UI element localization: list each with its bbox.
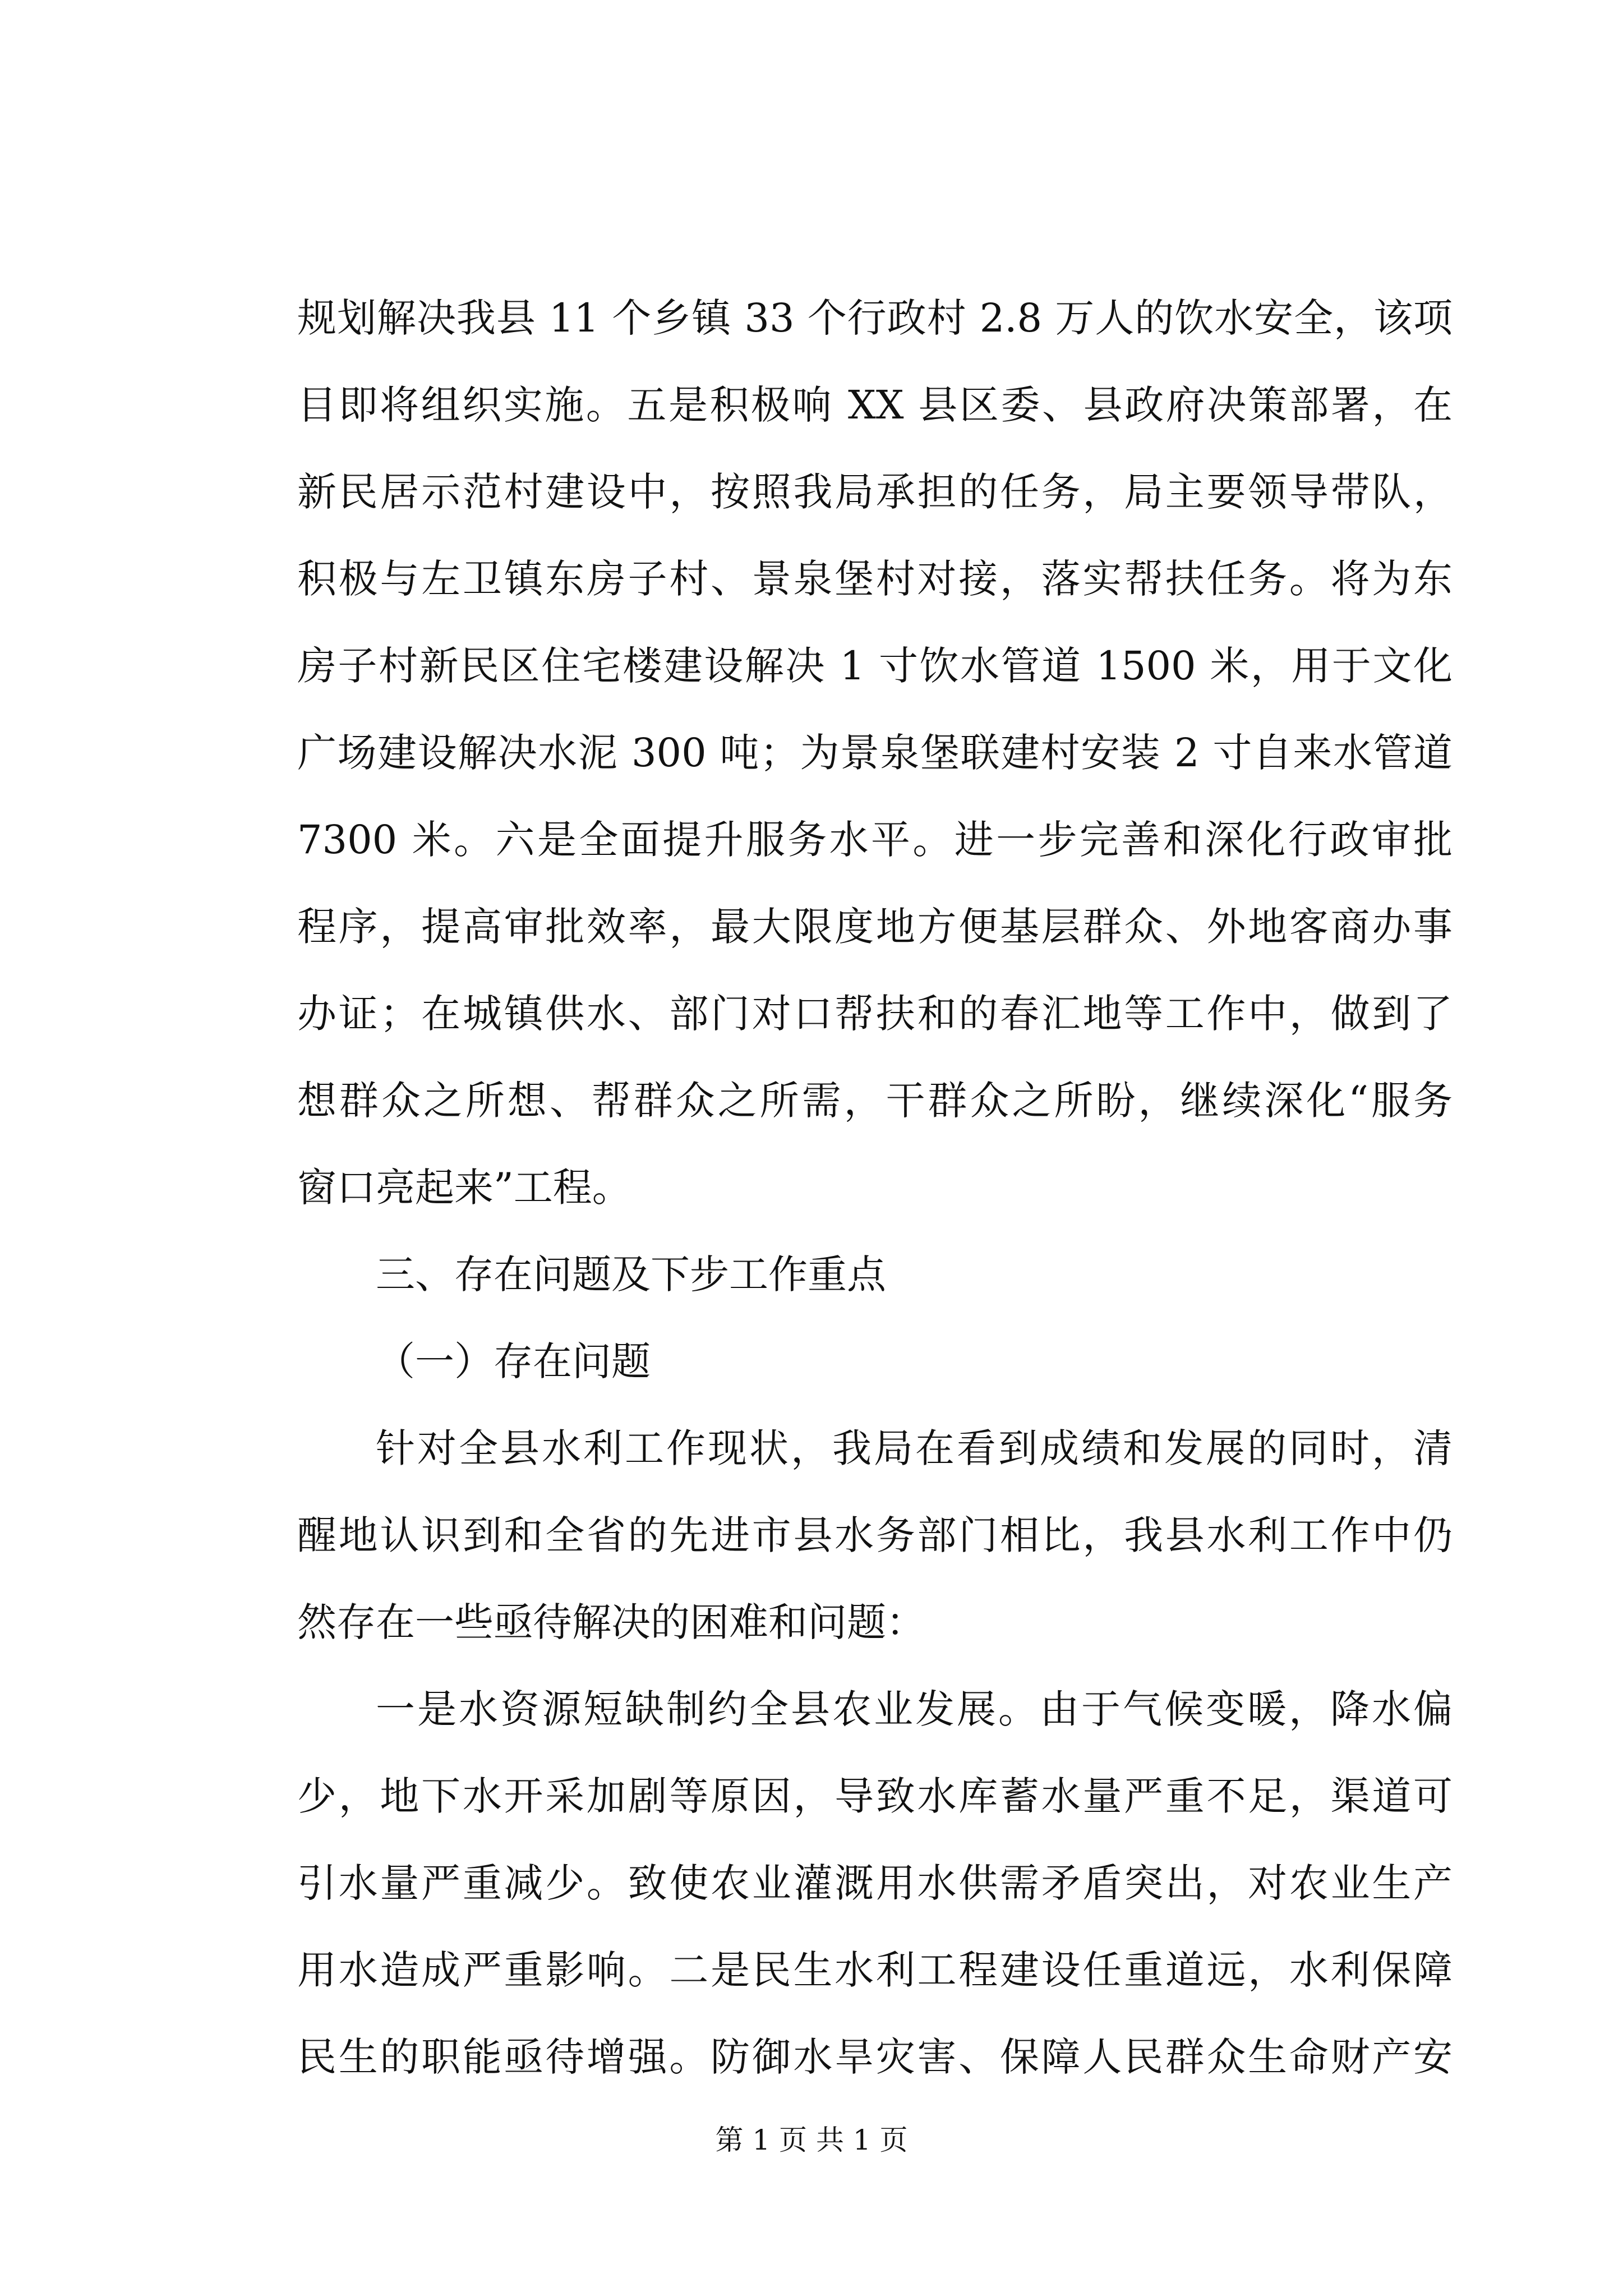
- text-line: 广场建设解决水泥 300 吨；为景泉堡联建村安装 2 寸自来水管道: [297, 730, 1453, 776]
- text-line: 7300 米。六是全面提升服务水平。进一步完善和深化行政审批: [297, 817, 1453, 863]
- text-line: 程序，提高审批效率，最大限度地方便基层群众、外地客商办事: [297, 904, 1453, 950]
- text-line: 用水造成严重影响。二是民生水利工程建设任重道远，水利保障: [297, 1947, 1453, 1993]
- paragraph-2: [297, 1405, 1453, 1666]
- text-line: 新民居示范村建设中，按照我局承担的任务，局主要领导带队，: [297, 469, 1453, 515]
- text-line: 一是水资源短缺制约全县农业发展。由于气候变暖，降水偏: [376, 1686, 1453, 1732]
- subsection-heading: （一）存在问题: [376, 1338, 651, 1384]
- text-line: 醒地认识到和全省的先进市县水务部门相比，我县水利工作中仍: [297, 1512, 1453, 1558]
- text-line: 规划解决我县 11 个乡镇 33 个行政村 2.8 万人的饮水安全，该项: [297, 295, 1453, 341]
- text-line: 针对全县水利工作现状，我局在看到成绩和发展的同时，清: [376, 1425, 1453, 1471]
- text-line: 引水量严重减少。致使农业灌溉用水供需矛盾突出，对农业生产: [297, 1860, 1453, 1906]
- text-line: 窗口亮起来”工程。: [297, 1165, 631, 1211]
- page-footer: 第 1 页 共 1 页: [715, 2124, 908, 2156]
- text-line: 目即将组织实施。五是积极响 XX 县区委、县政府决策部署，在: [297, 382, 1453, 428]
- text-line: 想群众之所想、帮群众之所需，干群众之所盼，继续深化“服务: [297, 1078, 1453, 1124]
- text-line: 民生的职能亟待增强。防御水旱灾害、保障人民群众生命财产安: [297, 2034, 1453, 2080]
- text-line: 房子村新民区住宅楼建设解决 1 寸饮水管道 1500 米，用于文化: [297, 643, 1453, 689]
- text-line: 积极与左卫镇东房子村、景泉堡村对接，落实帮扶任务。将为东: [297, 556, 1453, 602]
- text-line: 少，地下水开采加剧等原因，导致水库蓄水量严重不足，渠道可: [297, 1773, 1453, 1819]
- document-body: [297, 275, 1453, 2101]
- text-line: 然存在一些亟待解决的困难和问题：: [297, 1599, 925, 1645]
- text-line: 办证；在城镇供水、部门对口帮扶和的春汇地等工作中，做到了: [297, 991, 1453, 1037]
- paragraph-3: [297, 1666, 1453, 2101]
- section-heading: 三、存在问题及下步工作重点: [376, 1251, 886, 1297]
- paragraph-1: [297, 275, 1453, 1231]
